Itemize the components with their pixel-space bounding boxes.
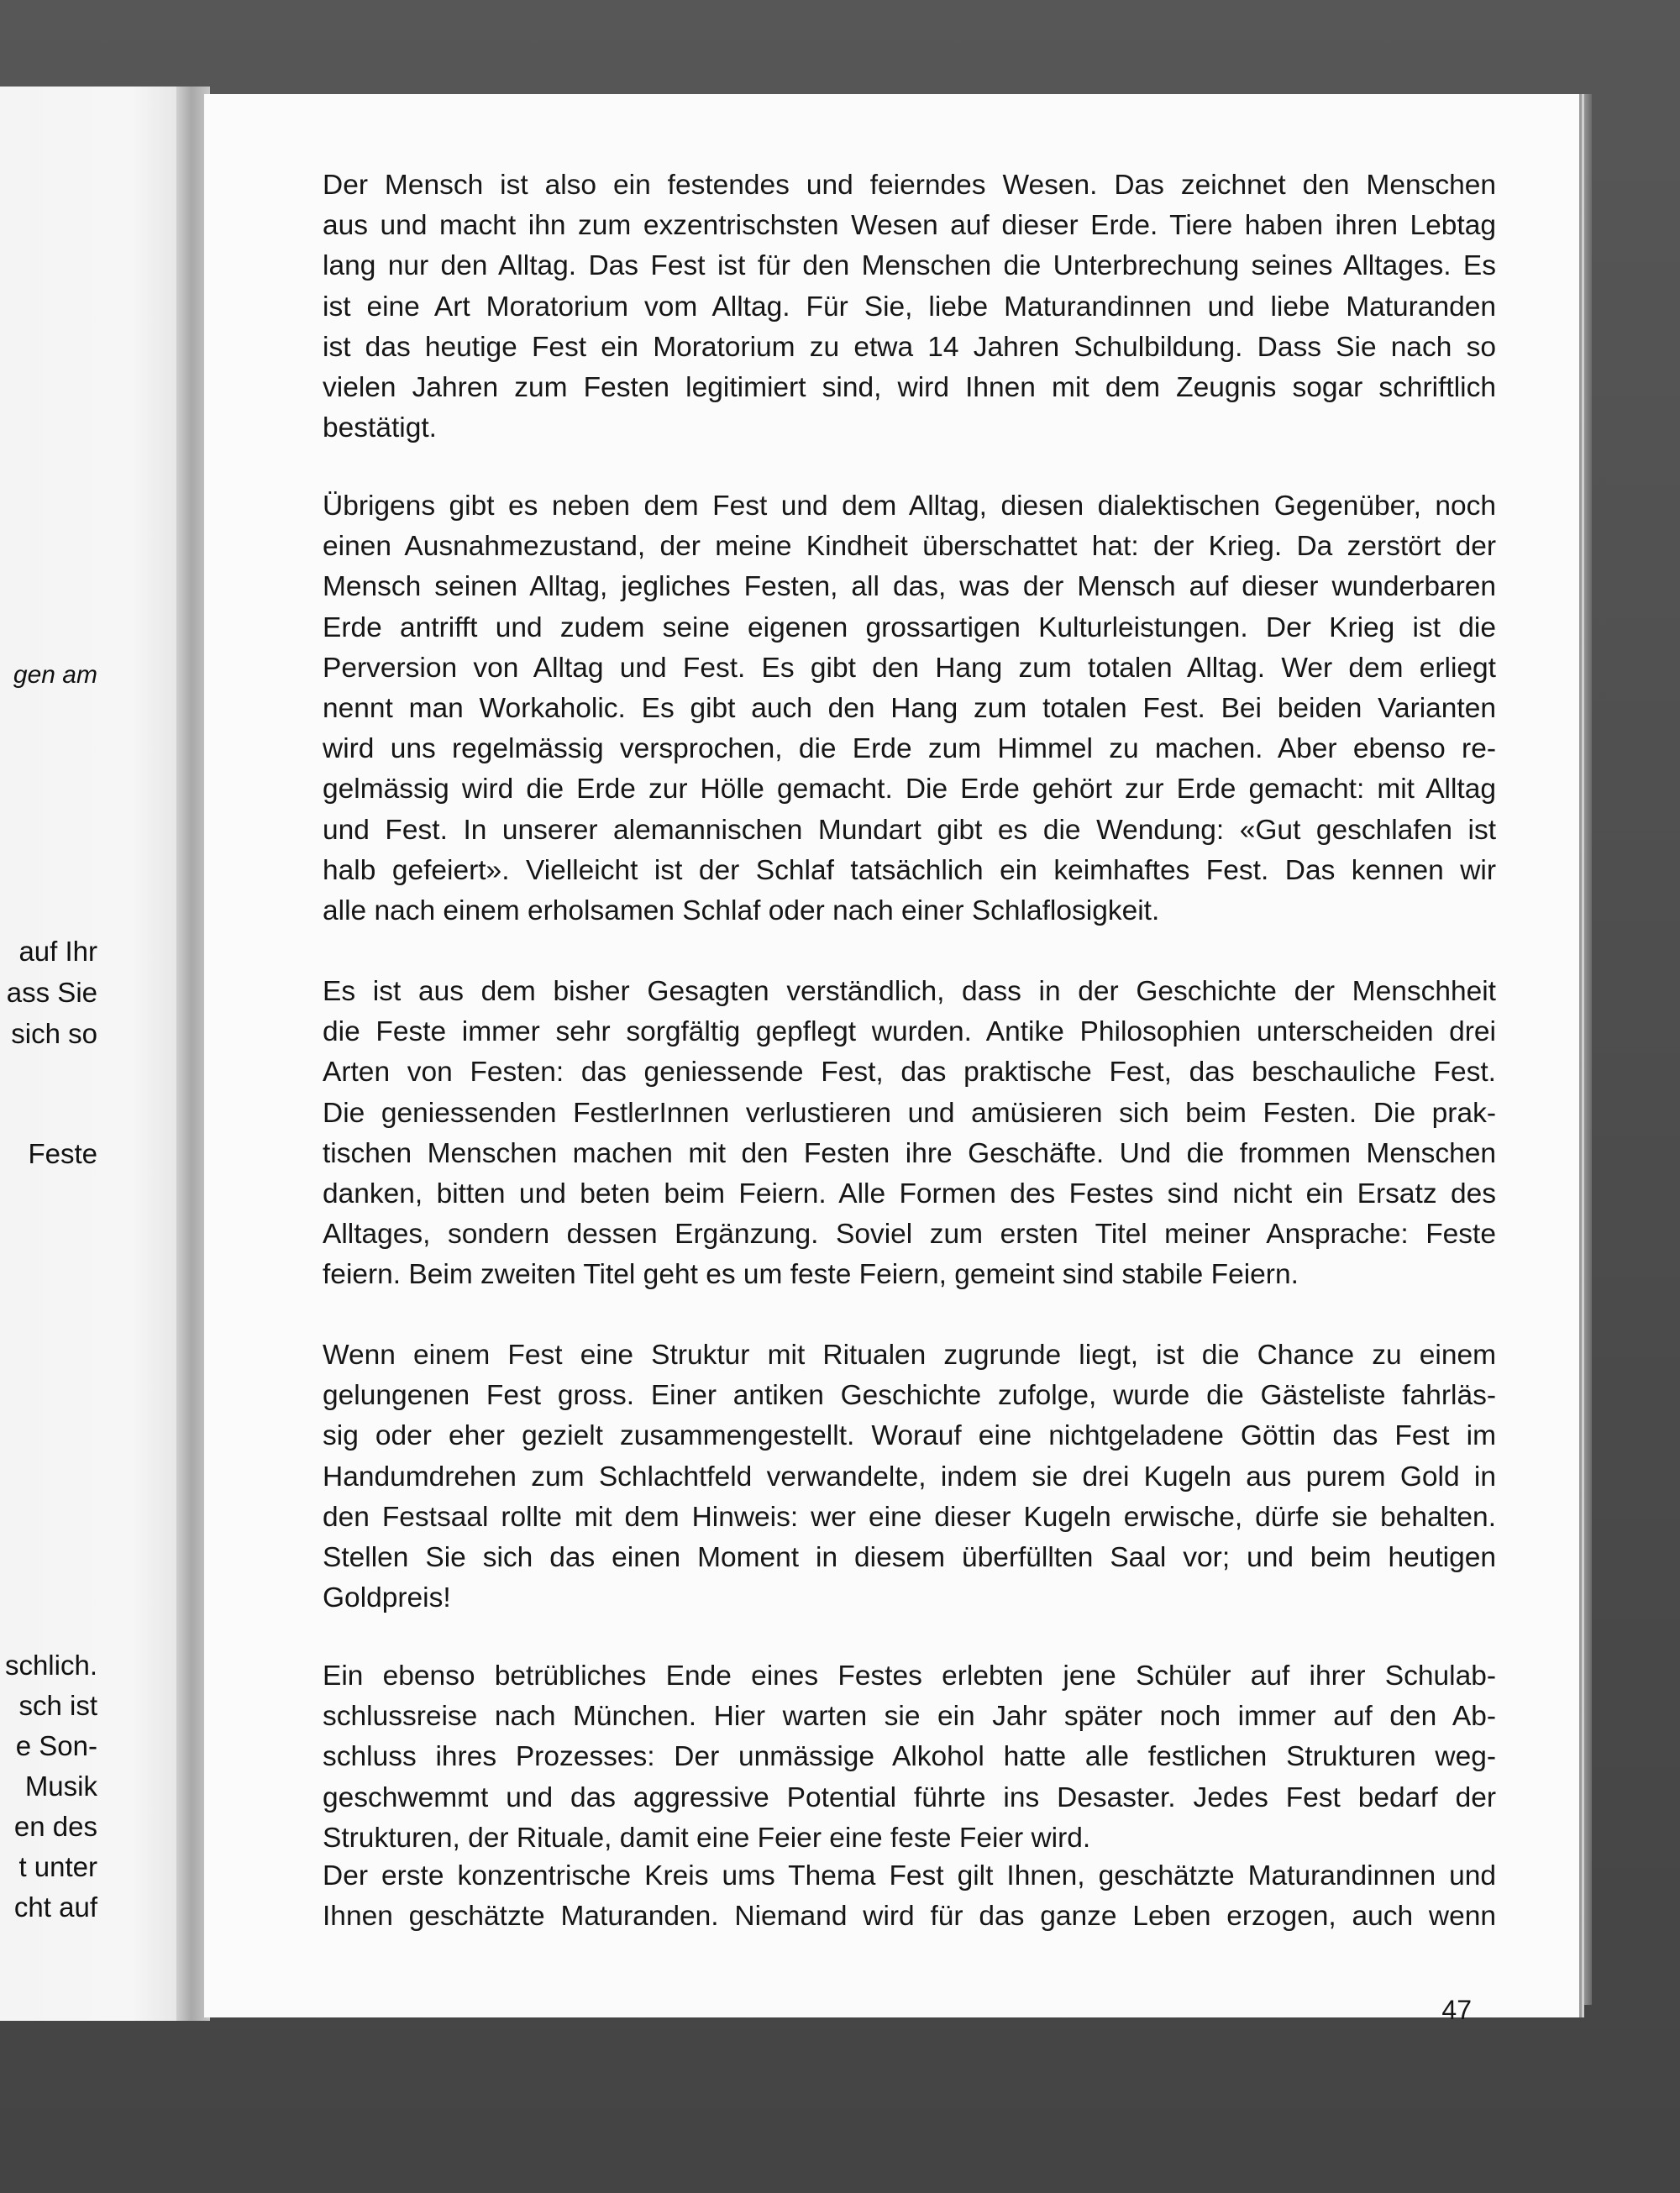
left-page-line: auf Ihr bbox=[18, 936, 97, 967]
text-line: aus und macht ihn zum exzentrischsten Wesen auf dieser Erde. Tiere haben ihren Lebtag bbox=[323, 210, 1496, 242]
text-line: Alltages, sondern dessen Ergänzung. Soviel zum ersten Titel meiner Ansprache: Feste bbox=[323, 1219, 1496, 1251]
text-line: Stellen Sie sich das einen Moment in diesem überfüllten Saal vor; und beim heutigen bbox=[323, 1541, 1496, 1573]
text-line: Goldpreis! bbox=[323, 1582, 451, 1614]
text-line: alle nach einem erholsamen Schlaf oder nach einer Schlaflosigkeit. bbox=[323, 895, 1160, 926]
text-line: schlussreise nach München. Hier warten sie ein Jahr später noch immer auf den Ab- bbox=[323, 1701, 1496, 1733]
left-page-line: sich so bbox=[11, 1018, 97, 1049]
left-page-line: schlich. bbox=[4, 1650, 97, 1681]
text-line: ist eine Art Moratorium vom Alltag. Für Sie, liebe Maturandinnen und liebe Maturanden bbox=[323, 291, 1496, 323]
text-line: halb gefeiert». Vielleicht ist der Schlaf tatsächlich ein keimhaftes Fest. Das kennen wir bbox=[323, 854, 1496, 886]
right-page bbox=[204, 94, 1579, 2025]
text-line: und Fest. In unserer alemannischen Mundart gibt es die Wendung: «Gut geschlafen ist bbox=[323, 814, 1496, 846]
text-line: Arten von Festen: das geniessende Fest, das praktische Fest, das beschauliche Fest. bbox=[323, 1057, 1496, 1089]
text-line: feiern. Beim zweiten Titel geht es um feste Feiern, gemeint sind stabile Feiern. bbox=[323, 1259, 1299, 1291]
text-line: gelungenen Fest gross. Einer antiken Geschichte zufolge, wurde die Gästeliste fahrläs- bbox=[323, 1380, 1496, 1412]
left-page-line: Feste bbox=[28, 1138, 97, 1169]
paragraph-4 bbox=[323, 1335, 1496, 1619]
left-page-line: sch ist bbox=[18, 1690, 97, 1721]
text-line: gelmässig wird die Erde zur Hölle gemacht. Die Erde gehört zur Erde gemacht: mit Alltag bbox=[323, 774, 1496, 805]
left-page-line: e Son- bbox=[15, 1730, 97, 1761]
left-page-line: t unter bbox=[18, 1851, 97, 1882]
page-number: 47 bbox=[1441, 1995, 1472, 2025]
text-line: Strukturen, der Rituale, damit eine Feier eine feste Feier wird. bbox=[323, 1822, 1091, 1854]
paragraph-6 bbox=[323, 1856, 1496, 1937]
text-line: Die geniessenden FestlerInnen verlustieren und amüsieren sich beim Festen. Die prak- bbox=[323, 1097, 1496, 1129]
text-line: Perversion von Alltag und Fest. Es gibt den Hang zum totalen Alltag. Wer dem erliegt bbox=[323, 652, 1496, 684]
text-line: schluss ihres Prozesses: Der unmässige Alkohol hatte alle festlichen Strukturen weg- bbox=[323, 1741, 1496, 1773]
paragraph-2 bbox=[323, 486, 1496, 931]
left-page-line: ass Sie bbox=[6, 977, 97, 1008]
text-line: einen Ausnahmezustand, der meine Kindheit überschattet hat: der Krieg. Da zerstört der bbox=[323, 531, 1496, 563]
text-line: Der erste konzentrische Kreis ums Thema Fest gilt Ihnen, geschätzte Maturandinnen und bbox=[323, 1860, 1496, 1891]
text-line: vielen Jahren zum Festen legitimiert sind, wird Ihnen mit dem Zeugnis sogar schriftlich bbox=[323, 371, 1496, 403]
text-line: Erde antrifft und zudem seine eigenen grossartigen Kulturleistungen. Der Krieg ist die bbox=[323, 611, 1496, 643]
left-page-line: cht auf bbox=[13, 1891, 97, 1923]
paragraph-3 bbox=[323, 972, 1496, 1296]
left-page bbox=[0, 87, 189, 2021]
left-page-line: en des bbox=[13, 1811, 97, 1842]
text-line: Ihnen geschätzte Maturanden. Niemand wird für das ganze Leben erzogen, auch wenn bbox=[323, 1901, 1496, 1933]
text-line: Der Mensch ist also ein festendes und feierndes Wesen. Das zeichnet den Menschen bbox=[323, 170, 1496, 201]
text-line: sig oder eher gezielt zusammengestellt. Worauf eine nichtgeladene Göttin das Fest im bbox=[323, 1420, 1496, 1452]
left-page-line: Musik bbox=[24, 1771, 97, 1802]
paragraph-1 bbox=[323, 165, 1496, 449]
text-line: Es ist aus dem bisher Gesagten verständlich, dass in der Geschichte der Menschheit bbox=[323, 976, 1496, 1007]
text-line: lang nur den Alltag. Das Fest ist für den Menschen die Unterbrechung seines Alltages. Es bbox=[323, 250, 1496, 282]
text-line: danken, bitten und beten beim Feiern. Alle Formen des Festes sind nicht ein Ersatz des bbox=[323, 1178, 1496, 1209]
text-line: wird uns regelmässig versprochen, die Erde zum Himmel zu machen. Aber ebenso re- bbox=[323, 733, 1496, 765]
text-line: bestätigt. bbox=[323, 412, 437, 444]
text-line: den Festsaal rollte mit dem Hinweis: wer eine dieser Kugeln erwische, dürfe sie behalten. bbox=[323, 1501, 1496, 1533]
text-line: die Feste immer sehr sorgfältig gepflegt wurden. Antike Philosophien unterscheiden drei bbox=[323, 1016, 1496, 1048]
text-line: Wenn einem Fest eine Struktur mit Ritualen zugrunde liegt, ist die Chance zu einem bbox=[323, 1340, 1496, 1371]
text-line: Mensch seinen Alltag, jegliches Festen, all das, was der Mensch auf dieser wunderbaren bbox=[323, 571, 1496, 603]
text-line: geschwemmt und das aggressive Potential führte ins Desaster. Jedes Fest bedarf der bbox=[323, 1781, 1496, 1813]
text-line: tischen Menschen machen mit den Festen ihre Geschäfte. Und die frommen Menschen bbox=[323, 1137, 1496, 1169]
text-line: Handumdrehen zum Schlachtfeld verwandelte, indem sie drei Kugeln aus purem Gold in bbox=[323, 1461, 1496, 1493]
text-line: Ein ebenso betrübliches Ende eines Festes erlebten jene Schüler auf ihrer Schulab- bbox=[323, 1660, 1496, 1692]
left-page-line: gen am bbox=[13, 661, 97, 689]
text-line: ist das heutige Fest ein Moratorium zu etwa 14 Jahren Schulbildung. Dass Sie nach so bbox=[323, 331, 1496, 363]
text-line: Übrigens gibt es neben dem Fest und dem Alltag, diesen dialektischen Gegenüber, noch bbox=[323, 491, 1496, 522]
paragraph-5 bbox=[323, 1656, 1496, 1859]
text-line: nennt man Workaholic. Es gibt auch den Hang zum totalen Fest. Bei beiden Varianten bbox=[323, 692, 1496, 724]
